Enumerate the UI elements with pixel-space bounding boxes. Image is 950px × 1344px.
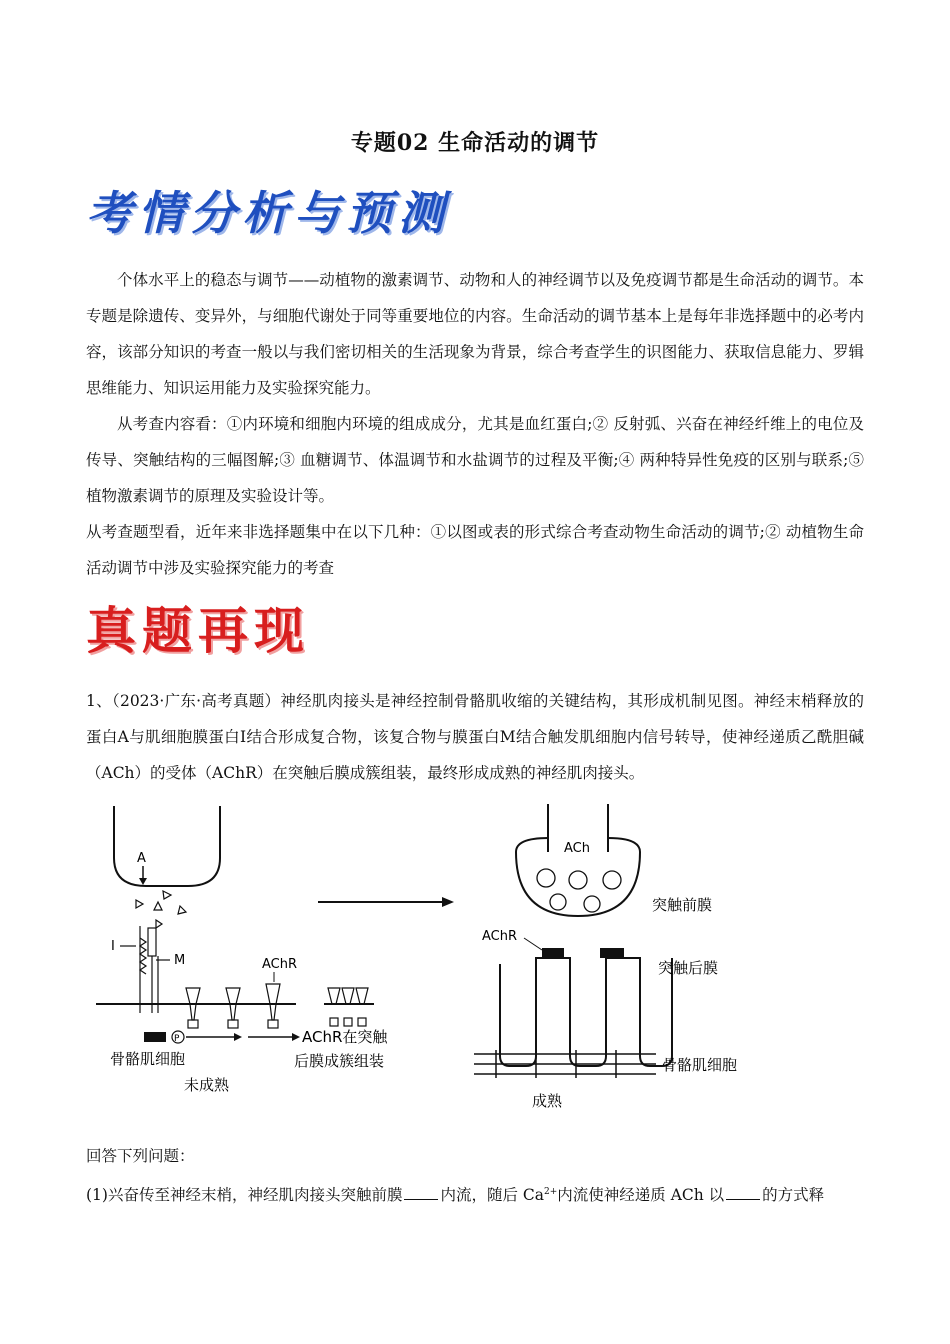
figure-label-achr-left: AChR <box>262 957 298 972</box>
figure-label-m: M <box>174 953 186 968</box>
analysis-paragraph-1: 个体水平上的稳态与调节——动植物的激素调节、动物和人的神经调节以及免疫调节都是生命活动的调节。本专题是除遗传、变异外，与细胞代谢处于同等重要地位的内容。生命活动的调节基本上是每年非选择题中的必考内容，该部分知识的考查一般以与我们密切相关的生活现象为背景，综合考查学生的识图能力、获取信息能力、罗辑思维能力、知识运用能力及实验探究能力。 <box>86 271 864 397</box>
achr-receptors-left <box>186 984 280 1028</box>
figure-label-ach: ACh <box>564 841 590 856</box>
answer-blank-1[interactable] <box>404 1185 438 1200</box>
analysis-paragraph-2: 从考查内容看：①内环境和细胞内环境的组成成分，尤其是血红蛋白;② 反射弧、兴奋在神经纤维上的电位及传导、突触结构的三幅图解;③ 血糖调节、体温调节和水盐调节的过程及平衡;④ 两种特异性免疫的区别与联系;⑤ 植物激素调节的原理及实验设计等。 <box>86 415 864 505</box>
figure-label-achr-right: AChR <box>482 929 518 944</box>
question-1-stem: 1、（2023·广东·高考真题）神经肌肉接头是神经控制骨骼肌收缩的关键结构，其形成机制见图。神经末梢释放的蛋白A与肌细胞膜蛋白Ⅰ结合形成复合物，该复合物与膜蛋白M结合触发肌细胞内信号转导，使神经递质乙酰胆碱（ACh）的受体（AChR）在突触后膜成簇组装，最终形成成熟的神经肌肉接头。 <box>86 692 864 782</box>
sub-1-text-b: 内流，随后 Ca <box>440 1186 544 1205</box>
section-banner-past-exams: 真题再现 <box>86 602 310 660</box>
figure-label-cluster-2: 后膜成簇组装 <box>294 1052 385 1070</box>
figure-label-muscle-right: 骨骼肌细胞 <box>662 1056 738 1074</box>
nerve-terminal-mature <box>516 852 640 916</box>
figure-label-presyn: 突触前膜 <box>652 896 713 914</box>
answer-blank-2[interactable] <box>726 1185 760 1200</box>
question-1-prompt: 回答下列问题： <box>86 1147 195 1165</box>
figure-label-postsyn: 突触后膜 <box>658 959 719 977</box>
figure-label-i: I <box>111 939 115 954</box>
nerve-terminal-immature <box>114 806 220 886</box>
achr-cluster <box>324 988 374 1026</box>
analysis-paragraph-3: 从考查题型看，近年来非选择题集中在以下几种：①以图或表的形式综合考查动物生命活动的调节;② 动植物生命活动调节中涉及实验探究能力的考查 <box>86 523 864 577</box>
figure-label-immature: 未成熟 <box>184 1076 230 1094</box>
page-title: 专题02 生命活动的调节 <box>350 130 600 156</box>
sub-1-text-c: 内流使神经递质 ACh 以 <box>557 1186 725 1205</box>
figure-label-mature: 成熟 <box>532 1092 563 1110</box>
figure-label-muscle-left: 骨骼肌细胞 <box>110 1050 186 1068</box>
question-1-sub-1 <box>86 1174 864 1213</box>
sub-1-text-a: (1)兴奋传至神经末梢，神经肌肉接头突触前膜 <box>86 1186 403 1205</box>
figure-label-a: A <box>137 851 146 866</box>
section-banner-analysis: 考情分析与预测 <box>86 186 450 240</box>
figure-label-cluster-1: AChR在突触 <box>302 1028 388 1046</box>
question-1-figure <box>96 798 776 1122</box>
figure-label-p: P <box>174 1034 180 1044</box>
achr-receptors-right <box>542 948 624 958</box>
sub-1-text-d: 的方式释 <box>762 1186 825 1205</box>
myofibrils <box>474 1050 656 1078</box>
postsynaptic-folds <box>500 958 672 1066</box>
sub-1-superscript: 2+ <box>544 1187 558 1197</box>
synaptic-vesicles <box>537 869 621 912</box>
